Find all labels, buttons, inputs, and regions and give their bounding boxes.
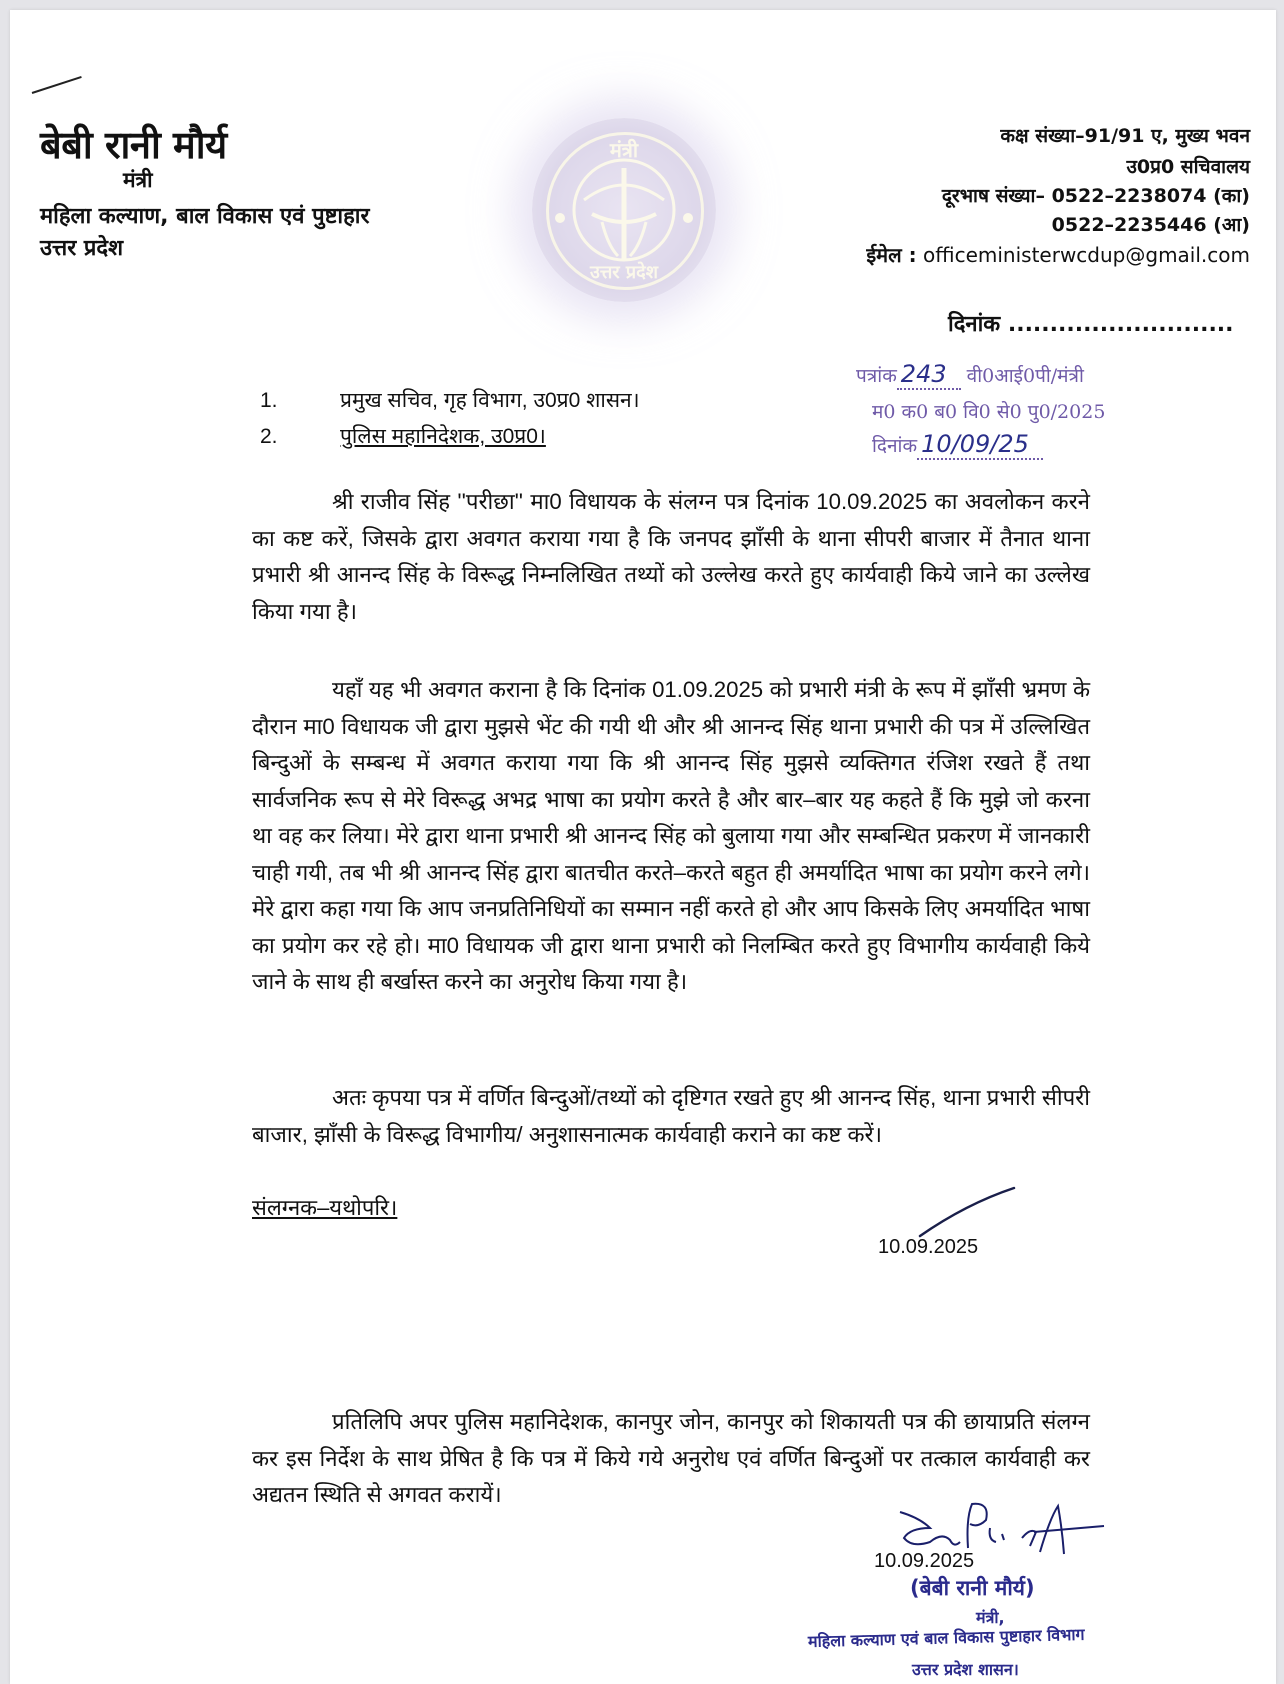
recipient-text: पुलिस महानिदेशक, उ0प्र0। — [340, 425, 546, 448]
address-line-secretariat: उ0प्र0 सचिवालय — [1126, 156, 1250, 178]
letter-no-suffix: वी0आई0पी/मंत्री — [966, 365, 1084, 387]
signature-stroke-1 — [916, 1182, 1036, 1242]
address-line-room: कक्ष संख्या–91/91 ए, मुख्य भवन — [1000, 125, 1250, 147]
recipient-2 — [260, 422, 546, 450]
address-line-phone-residence: 0522–2235446 (आ) — [1051, 214, 1250, 236]
emblem-bottom-text: उत्तर प्रदेश — [590, 262, 658, 283]
emblem-top-text: मंत्री — [609, 138, 639, 162]
seal-government: उत्तर प्रदेश शासन। — [912, 1660, 1019, 1679]
address-line-phone-office: दूरभाष संख्या– 0522–2238074 (का) — [941, 185, 1250, 207]
email-label: ईमेल : — [866, 243, 917, 267]
letter-no-value: 243 — [897, 360, 961, 390]
body-paragraph-1: श्री राजीव सिंह ''परीछा'' मा0 विधायक के संलग्न पत्र दिनांक 10.09.2025 का अवलोकन करने का कष्ट करें, जिसके द्वारा अवगत कराया गया है कि जनपद झाँसी के थाना सीपरी बाजार में तैनात थाना प्रभारी श्री आनन्द सिंह के विरूद्ध निम्नलिखित तथ्यों को उल्लेख करते हुए कार्यवाही किये जाने का उल्लेख किया गया है। — [252, 489, 1090, 624]
letter-page — [10, 10, 1276, 1684]
pen-tick-mark — [32, 76, 82, 94]
letterhead-date-field — [948, 308, 1234, 338]
recipient-number: 2. — [260, 425, 278, 448]
stamp-date-label: दिनांक — [872, 435, 918, 457]
minister-name: बेबी रानी मौर्य — [40, 123, 227, 167]
recipient-text: प्रमुख सचिव, गृह विभाग, उ0प्र0 शासन। — [340, 389, 640, 412]
seal-minister-name: (बेबी रानी मौर्य) — [910, 1576, 1035, 1600]
signature-date-2: 10.09.2025 — [874, 1550, 975, 1572]
signature-date-1: 10.09.2025 — [878, 1236, 979, 1258]
letter-no-label: पत्रांक — [856, 365, 897, 387]
email-address[interactable]: officeministerwcdup@gmail.com — [923, 243, 1250, 267]
reference-stamp-line-2: म0 क0 ब0 वि0 से0 पु0/2025 — [872, 401, 1106, 423]
seal-department: महिला कल्याण एवं बाल विकास पुष्टाहार विभाग — [807, 1624, 1085, 1651]
minister-role: मंत्री — [123, 168, 153, 192]
minister-state: उत्तर प्रदेश — [40, 236, 124, 261]
seal-minister-role: मंत्री, — [976, 1608, 1005, 1627]
recipient-1 — [260, 386, 640, 414]
address-line-email — [866, 241, 1250, 268]
recipient-number: 1. — [260, 389, 278, 412]
stamp-date-value: 10/09/25 — [917, 430, 1043, 460]
reference-stamp-line-3 — [872, 430, 1043, 458]
enclosure-note: संलग्नक–यथोपरि। — [252, 1195, 398, 1220]
date-placeholder: ........................... — [1007, 312, 1234, 337]
reference-stamp-line-1 — [856, 360, 1084, 388]
up-state-emblem-icon — [532, 118, 716, 302]
body-paragraph-3: अतः कृपया पत्र में वर्णित बिन्दुओं/तथ्यों को दृष्टिगत रखते हुए श्री आनन्द सिंह, थाना प्रभारी सीपरी बाजार, झाँसी के विरूद्ध विभागीय/ अनुशासनात्मक कार्यवाही कराने का कष्ट करें। — [252, 1085, 1090, 1147]
body-paragraph-2: यहाँ यह भी अवगत कराना है कि दिनांक 01.09.2025 को प्रभारी मंत्री के रूप में झाँसी भ्रमण के दौरान मा0 विधायक जी द्वारा मुझसे भेंट की गयी थी और श्री आनन्द सिंह थाना प्रभारी की पत्र में उल्लिखित बिन्दुओं के सम्बन्ध में अवगत कराया गया कि श्री आनन्द सिंह मुझसे व्यक्तिगत रंजिश रखते हैं तथा सार्वजनिक रूप से मेरे विरूद्ध अभद्र भाषा का प्रयोग करते है और बार–बार यह कहते हैं कि मुझे जो करना था वह कर लिया। मेरे द्वारा थाना प्रभारी श्री आनन्द सिंह को बुलाया गया और सम्बन्धित प्रकरण में जानकारी चाही गयी, तब भी श्री आनन्द सिंह द्वारा बातचीत करते–करते बहुत ही अमर्यादित भाषा का प्रयोग करने लगे। मेरे द्वारा कहा गया कि आप जनप्रतिनिधियों का सम्मान नहीं करते हो और आप किसके लिए अमर्यादित भाषा का प्रयोग कर रहे हो। मा0 विधायक जी द्वारा थाना प्रभारी को निलम्बित करते हुए विभागीय कार्यवाही किये जाने के साथ ही बर्खास्त करने का अनुरोध किया गया है। — [252, 677, 1090, 994]
minister-department: महिला कल्याण, बाल विकास एवं पुष्टाहार — [40, 204, 370, 229]
copy-paragraph: प्रतिलिपि अपर पुलिस महानिदेशक, कानपुर जोन, कानपुर को शिकायती पत्र की छायाप्रति संलग्न कर इस निर्देश के साथ प्रेषित है कि पत्र में किये गये अनुरोध एवं वर्णित बिन्दुओं पर तत्काल कार्यवाही कर अद्यतन स्थिति से अगवत करायें। — [252, 1409, 1090, 1507]
date-label: दिनांक — [948, 312, 1001, 337]
